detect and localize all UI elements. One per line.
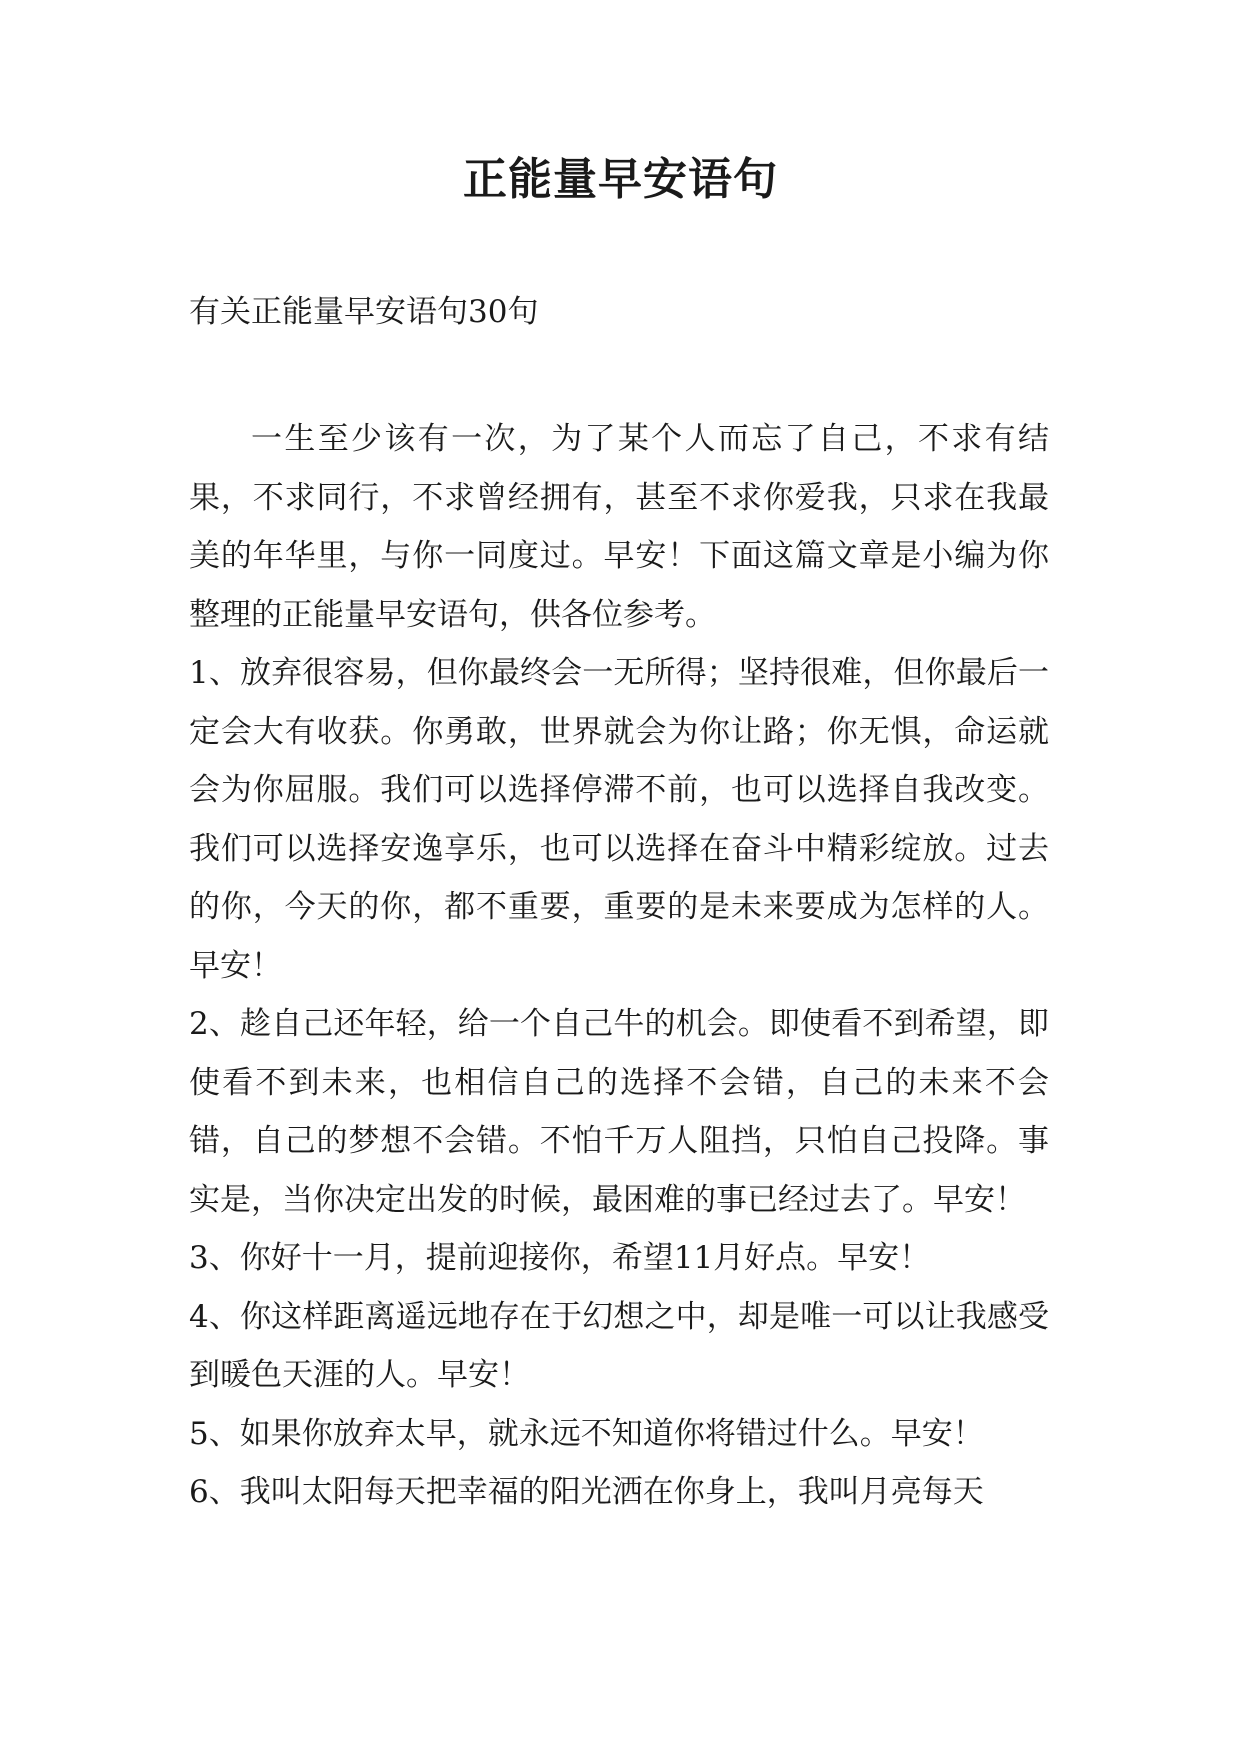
list-item-5: 5、如果你放弃太早，就永远不知道你将错过什么。早安！	[189, 1415, 984, 1452]
document-subtitle: 有关正能量早安语句30句	[189, 294, 539, 330]
list-item-3: 3、你好十一月，提前迎接你，希望11月好点。早安！	[189, 1240, 931, 1276]
list-item-1: 1、放弃很容易，但你最终会一无所得；坚持很难，但你最后一定会大有收获。你勇敢，世界就会为你让路；你无惧，命运就会为你屈服。我们可以选择停滞不前，也可以选择自我改变。我们可以选择安逸享乐，也可以选择在奋斗中精彩绽放。过去的你，今天的你，都不重要，重要的是未来要成为怎样的人。早安！	[189, 655, 1049, 984]
document-title: 正能量早安语句	[463, 154, 778, 205]
intro-paragraph: 一生至少该有一次，为了某个人而忘了自己，不求有结果，不求同行，不求曾经拥有，甚至不求你爱我，只求在我最美的年华里，与你一同度过。早安！下面这篇文章是小编为你整理的正能量早安语句，供各位参考。	[189, 421, 1049, 633]
list-item-2: 2、趁自己还年轻，给一个自己牛的机会。即使看不到希望，即使看不到未来，也相信自己的选择不会错，自己的未来不会错，自己的梦想不会错。不怕千万人阻挡，只怕自己投降。事实是，当你决定出发的时候，最困难的事已经过去了。早安！	[189, 1006, 1049, 1218]
document-body	[189, 410, 1049, 1522]
list-item-6: 6、我叫太阳每天把幸福的阳光洒在你身上，我叫月亮每天	[189, 1474, 984, 1510]
list-item-4: 4、你这样距离遥远地存在于幻想之中，却是唯一可以让我感受到暖色天涯的人。早安！	[189, 1298, 1049, 1393]
